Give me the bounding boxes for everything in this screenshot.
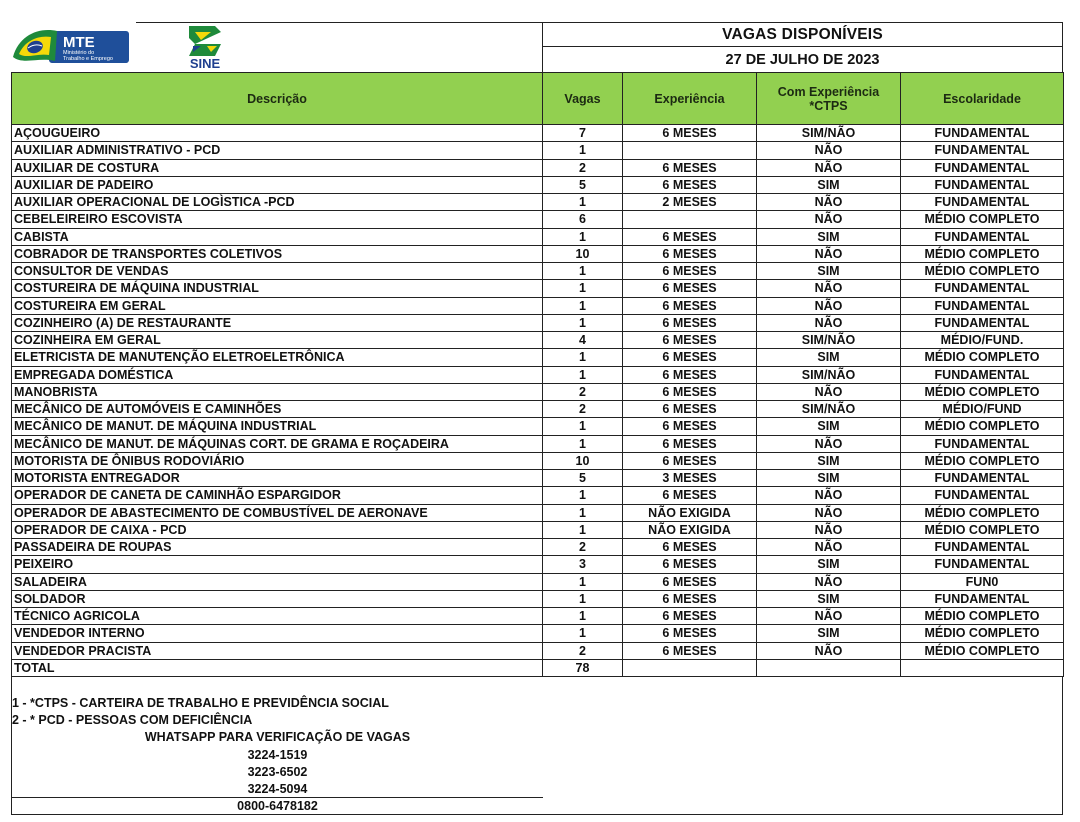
- job-description: MECÂNICO DE MANUT. DE MÁQUINA INDUSTRIAL: [12, 418, 543, 435]
- vacancies-count: 1: [543, 521, 623, 538]
- job-description: MANOBRISTA: [12, 383, 543, 400]
- experience-required: 6 MESES: [623, 332, 757, 349]
- job-description: COSTUREIRA DE MÁQUINA INDUSTRIAL: [12, 280, 543, 297]
- education-level: MÉDIO/FUND.: [901, 332, 1064, 349]
- note-ctps: 1 - *CTPS - CARTEIRA DE TRABALHO E PREVIDÊNCIA SOCIAL: [12, 696, 389, 710]
- job-description: MECÂNICO DE MANUT. DE MÁQUINAS CORT. DE GRAMA E ROÇADEIRA: [12, 435, 543, 452]
- experience-required: 6 MESES: [623, 176, 757, 193]
- job-description: AUXILIAR ADMINISTRATIVO - PCD: [12, 142, 543, 159]
- experience-required: 6 MESES: [623, 366, 757, 383]
- education-level: MÉDIO COMPLETO: [901, 608, 1064, 625]
- vacancies-count: 1: [543, 314, 623, 331]
- table-header-row: [12, 73, 1064, 125]
- job-description: VENDEDOR INTERNO: [12, 625, 543, 642]
- table-row: [12, 383, 1064, 400]
- vacancies-count: 6: [543, 211, 623, 228]
- education-level: MÉDIO/FUND: [901, 401, 1064, 418]
- table-row: [12, 142, 1064, 159]
- table-row: [12, 228, 1064, 245]
- total-empty-cell: [757, 659, 901, 676]
- table-row: [12, 314, 1064, 331]
- experience-required: 2 MESES: [623, 194, 757, 211]
- ctps-experience: SIM/NÃO: [757, 401, 901, 418]
- vacancies-count: 1: [543, 194, 623, 211]
- education-level: FUNDAMENTAL: [901, 125, 1064, 142]
- experience-required: 6 MESES: [623, 383, 757, 400]
- vacancies-count: 1: [543, 435, 623, 452]
- job-description: COZINHEIRO (A) DE RESTAURANTE: [12, 314, 543, 331]
- experience-required: 6 MESES: [623, 349, 757, 366]
- job-description: OPERADOR DE CAIXA - PCD: [12, 521, 543, 538]
- table-row: [12, 556, 1064, 573]
- experience-required: 6 MESES: [623, 228, 757, 245]
- vacancies-count: 1: [543, 142, 623, 159]
- education-level: FUNDAMENTAL: [901, 470, 1064, 487]
- experience-required: NÃO EXIGIDA: [623, 504, 757, 521]
- job-description: OPERADOR DE ABASTECIMENTO DE COMBUSTÍVEL DE AERONAVE: [12, 504, 543, 521]
- vacancies-count: 10: [543, 245, 623, 262]
- vacancies-count: 1: [543, 608, 623, 625]
- table-row: [12, 487, 1064, 504]
- ctps-experience: NÃO: [757, 435, 901, 452]
- table-body: [12, 125, 1064, 660]
- vacancies-count: 1: [543, 487, 623, 504]
- job-description: SALADEIRA: [12, 573, 543, 590]
- vacancies-count: 1: [543, 625, 623, 642]
- ctps-experience: NÃO: [757, 487, 901, 504]
- table-row: [12, 211, 1064, 228]
- svg-text:Ministério do: Ministério do: [63, 50, 95, 56]
- table-row: [12, 245, 1064, 262]
- column-header-experiencia: Experiência: [623, 73, 757, 125]
- total-value: 78: [543, 659, 623, 676]
- job-description: COBRADOR DE TRANSPORTES COLETIVOS: [12, 245, 543, 262]
- job-description: CEBELEIREIRO ESCOVISTA: [12, 211, 543, 228]
- education-level: FUNDAMENTAL: [901, 159, 1064, 176]
- experience-required: 6 MESES: [623, 556, 757, 573]
- column-header-vagas: Vagas: [543, 73, 623, 125]
- toll-free-number: 0800-6478182: [237, 799, 318, 813]
- education-level: FUNDAMENTAL: [901, 435, 1064, 452]
- table-row: [12, 280, 1064, 297]
- total-row: [12, 659, 1064, 676]
- ctps-experience: SIM: [757, 590, 901, 607]
- job-description: MOTORISTA DE ÔNIBUS RODOVIÁRIO: [12, 452, 543, 469]
- experience-required: [623, 211, 757, 228]
- table-row: [12, 590, 1064, 607]
- table-row: [12, 642, 1064, 659]
- job-description: PASSADEIRA DE ROUPAS: [12, 539, 543, 556]
- vacancies-count: 7: [543, 125, 623, 142]
- page-title: VAGAS DISPONÍVEIS: [543, 23, 1062, 47]
- ctps-experience: NÃO: [757, 297, 901, 314]
- column-header-ctps: [757, 73, 901, 125]
- ctps-experience: NÃO: [757, 608, 901, 625]
- ctps-experience: NÃO: [757, 159, 901, 176]
- job-listing-sheet: [11, 22, 1063, 815]
- vacancies-count: 1: [543, 366, 623, 383]
- footer-notes: [11, 677, 1063, 815]
- jobs-table: [11, 72, 1064, 677]
- experience-required: 6 MESES: [623, 452, 757, 469]
- ctps-experience: SIM: [757, 556, 901, 573]
- svg-text:MTE: MTE: [63, 34, 95, 51]
- ctps-experience: NÃO: [757, 245, 901, 262]
- ctps-experience: NÃO: [757, 383, 901, 400]
- education-level: FUNDAMENTAL: [901, 228, 1064, 245]
- job-description: TÉCNICO AGRICOLA: [12, 608, 543, 625]
- experience-required: 6 MESES: [623, 573, 757, 590]
- experience-required: 6 MESES: [623, 159, 757, 176]
- job-description: AUXILIAR DE COSTURA: [12, 159, 543, 176]
- vacancies-count: 2: [543, 383, 623, 400]
- education-level: MÉDIO COMPLETO: [901, 504, 1064, 521]
- table-row: [12, 418, 1064, 435]
- ctps-experience: SIM/NÃO: [757, 366, 901, 383]
- education-level: FUNDAMENTAL: [901, 176, 1064, 193]
- job-description: PEIXEIRO: [12, 556, 543, 573]
- column-header-escolaridade: Escolaridade: [901, 73, 1064, 125]
- table-row: [12, 521, 1064, 538]
- experience-required: [623, 142, 757, 159]
- ctps-experience: SIM: [757, 452, 901, 469]
- education-level: FUNDAMENTAL: [901, 539, 1064, 556]
- ctps-experience: SIM/NÃO: [757, 125, 901, 142]
- education-level: FUNDAMENTAL: [901, 142, 1064, 159]
- job-description: COSTUREIRA EM GERAL: [12, 297, 543, 314]
- experience-required: 6 MESES: [623, 608, 757, 625]
- table-row: [12, 504, 1064, 521]
- experience-required: NÃO EXIGIDA: [623, 521, 757, 538]
- vacancies-count: 2: [543, 401, 623, 418]
- sheet-header: [11, 22, 1063, 72]
- sine-logo-icon: [181, 22, 229, 70]
- education-level: FUNDAMENTAL: [901, 194, 1064, 211]
- ctps-experience: SIM: [757, 625, 901, 642]
- table-row: [12, 125, 1064, 142]
- ctps-experience: NÃO: [757, 539, 901, 556]
- education-level: MÉDIO COMPLETO: [901, 349, 1064, 366]
- experience-required: 6 MESES: [623, 418, 757, 435]
- table-row: [12, 349, 1064, 366]
- education-level: FUNDAMENTAL: [901, 297, 1064, 314]
- table-row: [12, 194, 1064, 211]
- education-level: FUNDAMENTAL: [901, 556, 1064, 573]
- experience-required: 6 MESES: [623, 125, 757, 142]
- education-level: FUNDAMENTAL: [901, 366, 1064, 383]
- vacancies-count: 5: [543, 176, 623, 193]
- table-row: [12, 401, 1064, 418]
- column-header-descricao: Descrição: [12, 73, 543, 125]
- education-level: FUN0: [901, 573, 1064, 590]
- table-row: [12, 573, 1064, 590]
- job-description: CABISTA: [12, 228, 543, 245]
- table-row: [12, 539, 1064, 556]
- vacancies-count: 2: [543, 539, 623, 556]
- job-description: AÇOUGUEIRO: [12, 125, 543, 142]
- job-description: AUXILIAR OPERACIONAL DE LOGÌSTICA -PCD: [12, 194, 543, 211]
- vacancies-count: 1: [543, 263, 623, 280]
- ctps-header-line2: *CTPS: [809, 98, 848, 113]
- ctps-experience: NÃO: [757, 573, 901, 590]
- education-level: MÉDIO COMPLETO: [901, 245, 1064, 262]
- title-box: [542, 22, 1063, 72]
- vacancies-count: 1: [543, 590, 623, 607]
- ctps-experience: SIM: [757, 349, 901, 366]
- ctps-experience: SIM: [757, 418, 901, 435]
- education-level: MÉDIO COMPLETO: [901, 418, 1064, 435]
- vacancies-count: 1: [543, 504, 623, 521]
- page-date: 27 DE JULHO DE 2023: [725, 52, 880, 68]
- note-pcd: 2 - * PCD - PESSOAS COM DEFICIÊNCIA: [12, 713, 253, 727]
- job-description: EMPREGADA DOMÉSTICA: [12, 366, 543, 383]
- experience-required: 6 MESES: [623, 245, 757, 262]
- table-row: [12, 625, 1064, 642]
- vacancies-count: 1: [543, 280, 623, 297]
- job-description: AUXILIAR DE PADEIRO: [12, 176, 543, 193]
- table-row: [12, 159, 1064, 176]
- table-row: [12, 452, 1064, 469]
- education-level: FUNDAMENTAL: [901, 487, 1064, 504]
- education-level: MÉDIO COMPLETO: [901, 625, 1064, 642]
- ctps-experience: SIM: [757, 176, 901, 193]
- experience-required: 6 MESES: [623, 590, 757, 607]
- table-row: [12, 366, 1064, 383]
- education-level: FUNDAMENTAL: [901, 590, 1064, 607]
- table-row: [12, 297, 1064, 314]
- job-description: OPERADOR DE CANETA DE CAMINHÃO ESPARGIDOR: [12, 487, 543, 504]
- experience-required: 6 MESES: [623, 642, 757, 659]
- experience-required: 6 MESES: [623, 280, 757, 297]
- ctps-experience: NÃO: [757, 642, 901, 659]
- table-row: [12, 176, 1064, 193]
- job-description: CONSULTOR DE VENDAS: [12, 263, 543, 280]
- svg-text:Trabalho e Emprego: Trabalho e Emprego: [63, 56, 113, 62]
- svg-text:SINE: SINE: [189, 56, 221, 70]
- ctps-experience: NÃO: [757, 194, 901, 211]
- vacancies-count: 1: [543, 418, 623, 435]
- experience-required: 6 MESES: [623, 625, 757, 642]
- phone-number: 3224-1519: [247, 748, 308, 762]
- ctps-experience: NÃO: [757, 142, 901, 159]
- logo-area: [11, 22, 542, 72]
- education-level: FUNDAMENTAL: [901, 280, 1064, 297]
- table-row: [12, 263, 1064, 280]
- table-row: [12, 608, 1064, 625]
- experience-required: 6 MESES: [623, 435, 757, 452]
- education-level: MÉDIO COMPLETO: [901, 642, 1064, 659]
- vacancies-count: 2: [543, 642, 623, 659]
- job-description: MECÂNICO DE AUTOMÓVEIS E CAMINHÕES: [12, 401, 543, 418]
- experience-required: 6 MESES: [623, 487, 757, 504]
- education-level: MÉDIO COMPLETO: [901, 263, 1064, 280]
- total-empty-cell: [901, 659, 1064, 676]
- ctps-experience: SIM: [757, 228, 901, 245]
- vacancies-count: 1: [543, 573, 623, 590]
- experience-required: 6 MESES: [623, 401, 757, 418]
- ctps-header-line1: Com Experiência: [777, 84, 880, 99]
- experience-required: 6 MESES: [623, 297, 757, 314]
- vacancies-count: 2: [543, 159, 623, 176]
- table-row: [12, 435, 1064, 452]
- experience-required: 6 MESES: [623, 314, 757, 331]
- job-description: VENDEDOR PRACISTA: [12, 642, 543, 659]
- vacancies-count: 5: [543, 470, 623, 487]
- total-empty-cell: [623, 659, 757, 676]
- whatsapp-label: WHATSAPP PARA VERIFICAÇÃO DE VAGAS: [144, 730, 411, 744]
- total-label: TOTAL: [12, 659, 543, 676]
- ctps-experience: NÃO: [757, 521, 901, 538]
- experience-required: 6 MESES: [623, 539, 757, 556]
- job-description: ELETRICISTA DE MANUTENÇÃO ELETROELETRÔNICA: [12, 349, 543, 366]
- education-level: MÉDIO COMPLETO: [901, 452, 1064, 469]
- job-description: COZINHEIRA EM GERAL: [12, 332, 543, 349]
- job-description: SOLDADOR: [12, 590, 543, 607]
- table-row: [12, 470, 1064, 487]
- education-level: FUNDAMENTAL: [901, 314, 1064, 331]
- job-description: MOTORISTA ENTREGADOR: [12, 470, 543, 487]
- education-level: MÉDIO COMPLETO: [901, 521, 1064, 538]
- experience-required: 3 MESES: [623, 470, 757, 487]
- education-level: MÉDIO COMPLETO: [901, 211, 1064, 228]
- ctps-experience: SIM/NÃO: [757, 332, 901, 349]
- ctps-experience: SIM: [757, 470, 901, 487]
- ctps-experience: NÃO: [757, 280, 901, 297]
- mte-logo-icon: [11, 27, 129, 65]
- phone-number: 3224-5094: [247, 782, 308, 796]
- table-row: [12, 332, 1064, 349]
- experience-required: 6 MESES: [623, 263, 757, 280]
- vacancies-count: 1: [543, 297, 623, 314]
- vacancies-count: 3: [543, 556, 623, 573]
- ctps-experience: NÃO: [757, 211, 901, 228]
- vacancies-count: 1: [543, 349, 623, 366]
- vacancies-count: 1: [543, 228, 623, 245]
- ctps-experience: SIM: [757, 263, 901, 280]
- phone-number: 3223-6502: [247, 765, 308, 779]
- vacancies-count: 10: [543, 452, 623, 469]
- ctps-experience: NÃO: [757, 504, 901, 521]
- ctps-experience: NÃO: [757, 314, 901, 331]
- education-level: MÉDIO COMPLETO: [901, 383, 1064, 400]
- vacancies-count: 4: [543, 332, 623, 349]
